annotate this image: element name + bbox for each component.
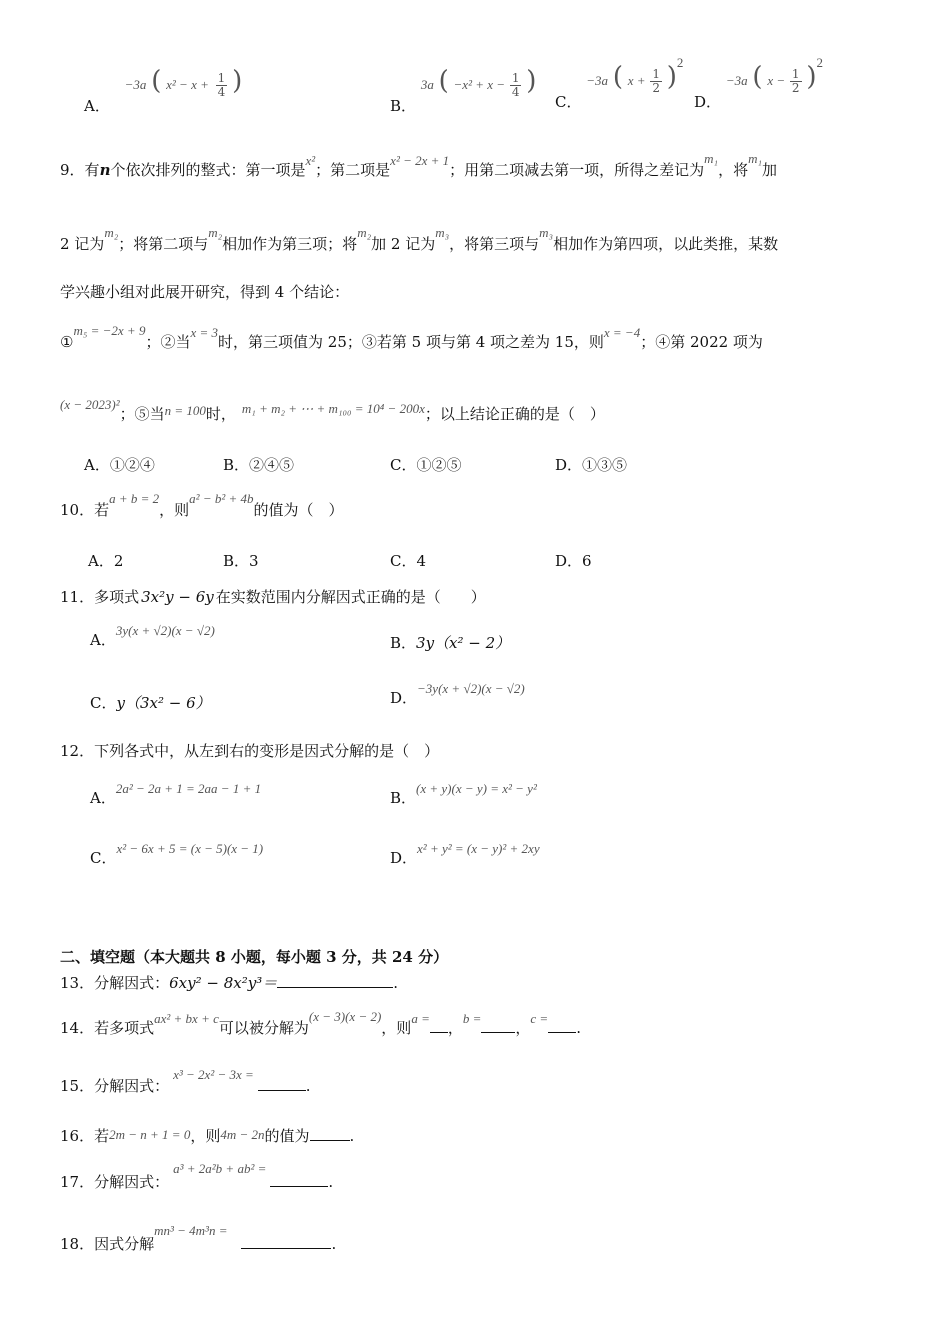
m2: m₂ (104, 225, 119, 240)
option-label: D． (390, 689, 418, 707)
option-label: B． (390, 97, 417, 115)
q9-text: ，将 (718, 161, 749, 179)
option-label: A． (90, 789, 116, 807)
answer-blank-c[interactable] (548, 1018, 576, 1033)
q9-option-b[interactable]: B．②④⑤ (223, 456, 295, 474)
option-expression: 3y(x + √2)(x − √2) (115, 623, 215, 638)
q9-text: 有 (84, 161, 100, 179)
q12-option-c[interactable] (90, 840, 263, 877)
q9-option-c[interactable]: C．①②⑤ (390, 456, 462, 474)
variable-n: n (99, 161, 111, 179)
conclusion-5-sum: m₁ + m₂ + ⋯ + m₁₀₀ = 10⁴ − 200x (241, 401, 425, 416)
q8-option-b: B． 3a ( −x² + x − $\frac{1}{4}$ ) (390, 66, 537, 115)
q9-line-1 (60, 150, 777, 191)
a-label: a = (411, 1011, 430, 1026)
exponent: 2 (816, 55, 823, 70)
q11-option-c[interactable] (90, 692, 211, 713)
m1: m₁ (704, 151, 719, 166)
q14-text: . (576, 1019, 581, 1037)
question-number: 13． (60, 974, 95, 992)
question-number: 12． (60, 742, 95, 760)
expression: mn³ − 4m³n = (154, 1223, 228, 1238)
q9-text: ；第二项是 (315, 161, 391, 179)
inner-expression: x² − x + (166, 77, 209, 92)
conclusion-4-expr: (x − 2023)² (60, 397, 120, 412)
m3: m₃ (435, 225, 450, 240)
conclusion-2-expr: x = 3 (190, 325, 219, 340)
inner-expression: x − (767, 73, 786, 88)
q9-text: 2 记为 (60, 235, 105, 253)
question-number: 17． (60, 1173, 95, 1191)
q9-conclusions-line-1 (60, 322, 763, 363)
inner-expression: −x² + x − (453, 77, 506, 92)
q9-text: 加 (762, 161, 778, 179)
q14-text: ， (515, 1019, 531, 1037)
q9-text: ；以上结论正确的是（ ） (424, 405, 605, 423)
expression: 6xy² − 8x²y³＝ (169, 974, 278, 992)
coefficient: 3a (420, 77, 434, 92)
second-term: x² − 2x + 1 (390, 153, 450, 168)
q9-text: 时， (205, 405, 236, 423)
q9-text: 相加作为第四项，以此类推，某数 (553, 235, 779, 253)
q18-text: . (331, 1235, 337, 1253)
option-expression: x² − 6x + 5 = (x − 5)(x − 1) (116, 841, 264, 856)
q9-line-3 (60, 280, 349, 304)
coefficient: −3a (124, 77, 147, 92)
question-number: 16． (60, 1127, 95, 1145)
q9-conclusions-line-2 (60, 394, 605, 435)
q14-text: 可以被分解为 (218, 1019, 309, 1037)
m1: m₁ (748, 151, 763, 166)
answer-blank[interactable] (258, 1076, 306, 1091)
q10-option-b[interactable]: B．3 (223, 552, 259, 570)
question-number: 18． (60, 1235, 95, 1253)
q15-text: 分解因式： (94, 1077, 170, 1095)
question-number: 9． (60, 161, 85, 179)
conclusion-1-mark: ① (60, 333, 74, 351)
answer-blank-a[interactable] (430, 1018, 448, 1033)
q13-text: 分解因式： (94, 974, 170, 992)
first-term: x² (305, 153, 316, 168)
q9-option-d[interactable]: D．①③⑤ (555, 456, 628, 474)
q12-stem (60, 740, 439, 761)
expression: a³ + 2a²b + ab² = (173, 1161, 267, 1176)
coefficient: −3a (586, 73, 609, 88)
coefficient: −3a (725, 73, 748, 88)
m3: m₃ (539, 225, 554, 240)
fraction-numerator: 1 (217, 70, 226, 85)
q9-text: ；用第二项减去第一项，所得之差记为 (449, 161, 705, 179)
q16-text: ，则 (190, 1127, 221, 1145)
conclusion-3-expr: x = −4 (603, 325, 641, 340)
q12-option-b[interactable] (390, 780, 537, 817)
condition: a + b = 2 (109, 491, 160, 506)
option-expression: 2a² − 2a + 1 = 2aa − 1 + 1 (115, 781, 262, 796)
fraction-numerator: 1 (511, 70, 520, 85)
factored-form: (x − 3)(x − 2) (308, 1009, 382, 1024)
question-number: 11． (60, 588, 95, 606)
q9-text: 加 2 记为 (371, 235, 436, 253)
q9-text: 时，第三项值为 25；③若第 5 项与第 4 项之差为 15，则 (218, 333, 604, 351)
fraction-denominator: 2 (652, 80, 660, 95)
m2: m₂ (208, 225, 223, 240)
expression: 4m − 2n (220, 1127, 265, 1142)
answer-blank-b[interactable] (481, 1018, 515, 1033)
option-expression: 3y（x² − 2） (416, 634, 511, 652)
q8-option-c: C． −3a ( x + $\frac{1}{2}$ )$^2$ (555, 55, 684, 111)
answer-blank[interactable] (270, 1172, 328, 1187)
q15-text: . (305, 1077, 311, 1095)
option-expression: x² + y² = (x − y)² + 2xy (417, 841, 540, 856)
b-label: b = (462, 1011, 482, 1026)
q9-text: ；②当 (145, 333, 191, 351)
question-number: 14． (60, 1019, 95, 1037)
q10-text: ，则 (159, 501, 190, 519)
q9-text: 学兴趣小组对此展开研究，得到 4 个结论： (60, 283, 350, 301)
question-number: 15． (60, 1077, 95, 1095)
expression: x³ − 2x² − 3x = (173, 1067, 254, 1082)
fraction-numerator: 1 (652, 66, 660, 81)
fraction-denominator: 4 (511, 84, 520, 99)
q10-text: 的值为（ ） (253, 501, 344, 519)
option-expression: y（3x² − 6） (116, 694, 211, 712)
q14 (60, 1010, 581, 1047)
q11-option-d[interactable] (390, 680, 525, 717)
q12-option-a[interactable] (90, 780, 261, 817)
section-title: 二、填空题（本大题共 8 小题，每小题 3 分，共 24 分） (60, 948, 449, 966)
option-label: A． (84, 97, 110, 115)
q10-option-c[interactable]: C．4 (390, 552, 427, 570)
polynomial: 3x²y − 6y (141, 588, 214, 606)
q11-stem (60, 586, 486, 607)
q13 (60, 972, 398, 993)
q8-option-a: A． −3a ( x² − x + $\frac{1}{4}$ ) (84, 66, 243, 115)
answer-blank[interactable] (310, 1126, 350, 1141)
q18-text: 因式分解 (94, 1235, 155, 1253)
q9-text: ；④第 2022 项为 (640, 333, 763, 351)
option-label: C． (555, 93, 582, 111)
fraction-denominator: 4 (217, 84, 226, 99)
q17-text: 分解因式： (94, 1173, 170, 1191)
q11-text: 在实数范围内分解因式正确的是（ ） (215, 588, 486, 606)
polynomial: ax² + bx + c (154, 1011, 219, 1026)
q14-text: ，则 (381, 1019, 412, 1037)
answer-blank[interactable] (241, 1234, 331, 1249)
q12-option-d[interactable] (390, 840, 540, 877)
c-label: c = (530, 1011, 549, 1026)
q17-text: . (328, 1173, 334, 1191)
q14-text: ， (447, 1019, 463, 1037)
condition: 2m − n + 1 = 0 (109, 1127, 191, 1142)
q9-text: 个依次排列的整式：第一项是 (110, 161, 306, 179)
q16 (60, 1118, 354, 1155)
q11-text: 多项式 (94, 588, 140, 606)
q10-stem (60, 492, 344, 529)
q9-text: ，将第三项与 (449, 235, 540, 253)
q14-text: 若多项式 (94, 1019, 155, 1037)
fraction-denominator: 2 (791, 80, 800, 95)
conclusion-1-expr: m₅ = −2x + 9 (73, 323, 146, 338)
q18 (60, 1223, 337, 1263)
q10-text: 若 (94, 501, 110, 519)
q9-line-2 (60, 224, 778, 265)
q9-text: ；将第二项与 (118, 235, 209, 253)
question-number: 10． (60, 501, 95, 519)
option-label: C． (90, 849, 117, 867)
q16-text: 若 (94, 1127, 110, 1145)
q12-text: 下列各式中，从左到右的变形是因式分解的是（ ） (94, 742, 440, 760)
conclusion-5-n: n = 100 (164, 403, 206, 418)
option-label: C． (90, 694, 117, 712)
answer-blank[interactable] (277, 973, 393, 988)
q11-option-a[interactable] (90, 622, 215, 659)
q9-option-a[interactable]: A．①②④ (84, 456, 155, 474)
option-expression: (x + y)(x − y) = x² − y² (416, 781, 537, 796)
q16-text: 的值为 (264, 1127, 310, 1145)
option-label: D． (390, 849, 418, 867)
q10-option-a[interactable]: A．2 (88, 552, 124, 570)
option-label: B． (390, 634, 417, 652)
inner-expression: x + (627, 73, 646, 88)
q9-text: ；⑤当 (119, 405, 165, 423)
m2: m₂ (357, 225, 372, 240)
q9-text: 相加作为第三项；将 (222, 235, 358, 253)
exponent: 2 (676, 55, 684, 70)
q8-option-d: D． −3a ( x − $\frac{1}{2}$ )$^2$ (694, 55, 823, 111)
option-expression: −3y(x + √2)(x − √2) (417, 681, 525, 696)
q13-text: . (393, 974, 398, 992)
option-label: D． (694, 93, 722, 111)
fraction-numerator: 1 (791, 66, 800, 81)
expression: a² − b² + 4b (189, 491, 254, 506)
q17 (60, 1161, 334, 1201)
q15 (60, 1068, 311, 1105)
option-label: A． (90, 631, 116, 649)
option-label: B． (390, 789, 417, 807)
q16-text: . (349, 1127, 355, 1145)
q10-option-d[interactable]: D．6 (555, 552, 592, 570)
q11-option-b[interactable] (390, 632, 510, 653)
